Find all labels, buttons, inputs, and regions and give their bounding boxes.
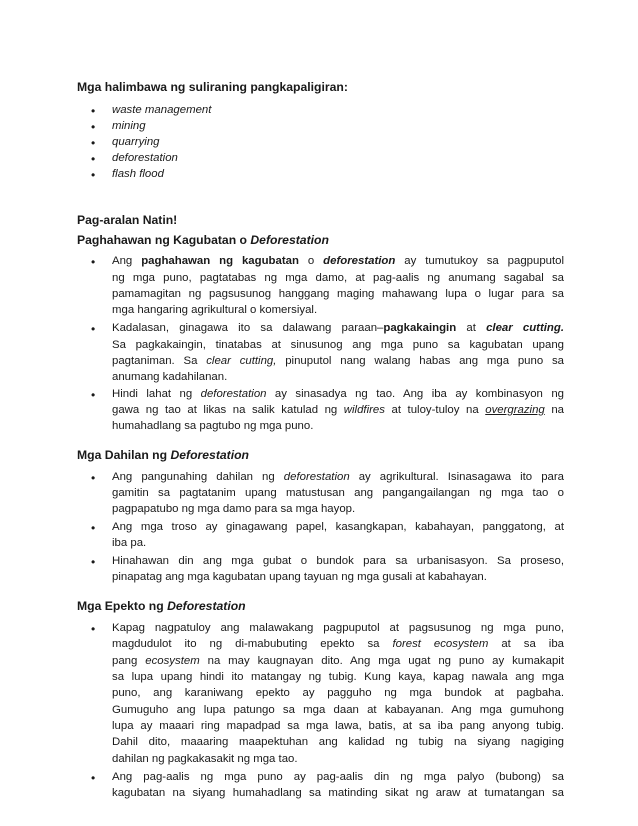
list-item: flash flood — [112, 168, 164, 180]
paragraph-line: Hindi lahat ng deforestation ay sinasadya ng tao. Ang iba ay kombinasyon ng — [112, 388, 564, 400]
paragraph-line: puno, ang karaniwang epekto ay pagguho ng mga bundok at pagbaha. — [112, 687, 564, 699]
paragraph-line: gamitin sa pagtatanim upang matustusan ang pangangailangan ng mga tao o — [112, 487, 564, 499]
heading-examples: Mga halimbawa ng suliraning pangkapaligiran: — [77, 80, 348, 94]
heading-dahilan: Mga Dahilan ng Deforestation — [77, 448, 250, 462]
paragraph-line: sa lupa upang hindi ito matangay ng tubig. Kung kaya, kapag nawala ang mga — [112, 671, 564, 683]
paragraph-line: kagubatan na siyang humahadlang sa matinding sikat ng araw at tumatangan sa — [112, 787, 564, 799]
bullet-icon: • — [91, 555, 96, 569]
paragraph-line: Gumuguho ang lupa patungo sa mga daan at kabayanan. Ang mga gumuhong — [112, 704, 564, 716]
bullet-icon: • — [91, 255, 96, 269]
paragraph-line: Ang mga troso ay ginagawang papel, kasangkapan, kabahayan, panggatong, at — [112, 521, 564, 533]
paragraph-line: pamamagitan ng pagsusunog hanggang maging mahawang lupa o lugar para sa — [112, 288, 564, 300]
paragraph-line: ng mga puno, pagtatabas ng mga damo, at pag-aalis ng anumang sagabal sa — [112, 272, 564, 284]
list-item: waste management — [112, 104, 212, 116]
heading-paghahawan: Paghahawan ng Kagubatan o Deforestation — [77, 233, 329, 247]
paragraph-line: anumang kadahilanan. — [112, 371, 228, 383]
list-item: quarrying — [112, 136, 160, 148]
heading-epekto: Mga Epekto ng Deforestation — [77, 599, 246, 613]
bullet-icon: • — [91, 471, 96, 485]
paragraph-line: dahilan ng pagkakasakit ng mga tao. — [112, 753, 298, 765]
paragraph-line: pinapatag ang mga kagubatan upang tayuan ng mga gusali at kabahayan. — [112, 571, 487, 583]
paragraph-line: Sa pagkakaingin, tinatabas at sinusunog ang mga puno sa kagubatan upang — [112, 339, 564, 351]
heading-pag-aralan: Pag-aralan Natin! — [77, 213, 178, 227]
paragraph-line: pang ecosystem na may kaugnayan dito. Ang mga ugat ng puno ay kumakapit — [112, 655, 564, 667]
paragraph-line: pagtaniman. Sa clear cutting, pinuputol nang walang habas ang mga puno sa — [112, 355, 564, 367]
paragraph-line: Dahil dito, maaaring maapektuhan ang kalidad ng tubig na siyang nagiging — [112, 736, 564, 748]
paragraph-line: pagpapatubo ng mga damo para sa mga hayop. — [112, 503, 356, 515]
bullet-icon: • — [91, 120, 96, 134]
bullet-icon: • — [91, 152, 96, 166]
list-item: deforestation — [112, 152, 178, 164]
paragraph-line: humahadlang sa pagtubo ng mga puno. — [112, 420, 314, 432]
bullet-icon: • — [91, 521, 96, 535]
bullet-icon: • — [91, 388, 96, 402]
list-item: mining — [112, 120, 146, 132]
paragraph-line: gawa ng tao at likas na salik katulad ng wildfires at tuloy-tuloy na overgrazing na — [112, 404, 564, 416]
bullet-icon: • — [91, 322, 96, 336]
paragraph-line: lupa ay maaari ring mapadpad sa mga lawa, batis, at sa iba pang anyong tubig. — [112, 720, 564, 732]
paragraph-line: Ang paghahawan ng kagubatan o deforestation ay tumutukoy sa pagpuputol — [112, 255, 565, 267]
paragraph-line: magdudulot ito ng di-mabubuting epekto sa forest ecosystem at sa iba — [112, 638, 564, 650]
paragraph-line: Kapag nagpatuloy ang malawakang pagpuputol at pagsusunog ng mga puno, — [112, 622, 564, 634]
paragraph-line: iba pa. — [112, 537, 147, 549]
paragraph-line: Ang pag-aalis ng mga puno ay pag-aalis din ng mga palyo (bubong) sa — [112, 771, 564, 783]
bullet-icon: • — [91, 168, 96, 182]
bullet-icon: • — [91, 136, 96, 150]
bullet-icon: • — [91, 104, 96, 118]
paragraph-line: Kadalasan, ginagawa ito sa dalawang paraan–pagkakaingin at clear cutting. — [112, 322, 564, 334]
bullet-icon: • — [91, 771, 96, 785]
paragraph-line: Hinahawan din ang mga gubat o bundok para sa urbanisasyon. Sa proseso, — [112, 555, 564, 567]
bullet-icon: • — [91, 622, 96, 636]
paragraph-line: Ang pangunahing dahilan ng deforestation ay agrikultural. Isinasagawa ito para — [112, 471, 564, 483]
paragraph-line: mga hangaring agrikultural o komersiyal. — [112, 304, 318, 316]
